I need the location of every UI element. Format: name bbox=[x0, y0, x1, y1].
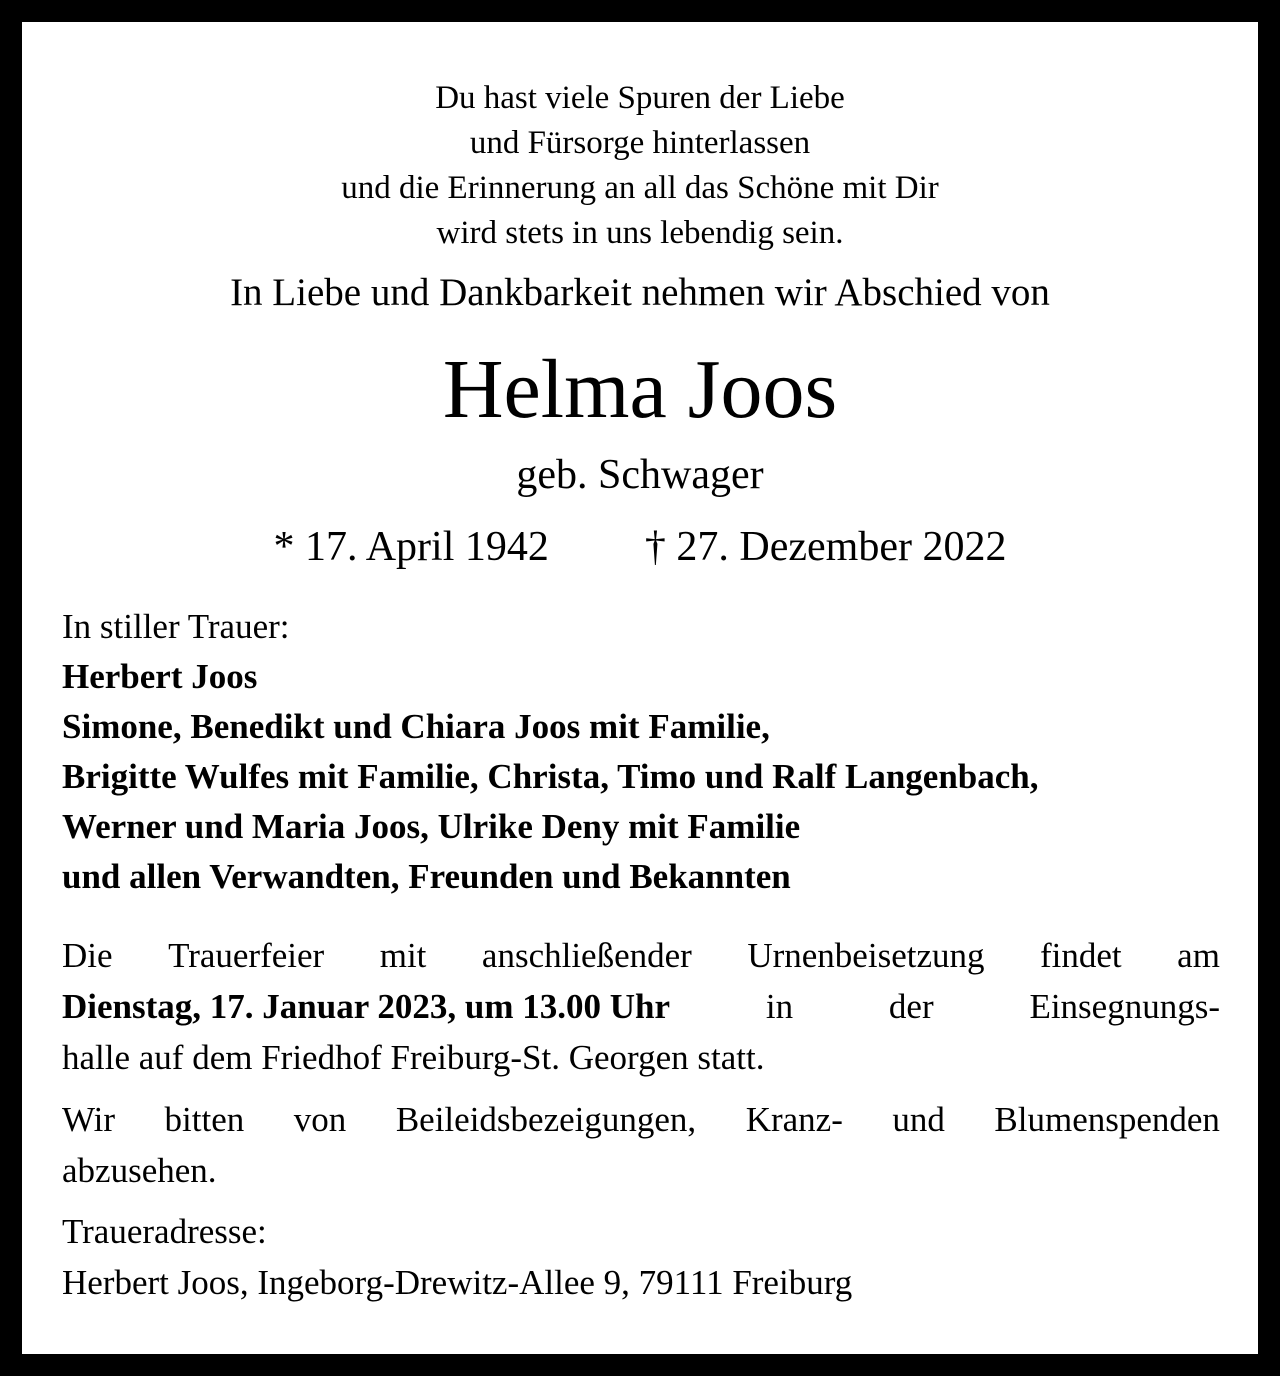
request-word: und bbox=[892, 1100, 945, 1139]
service-line-3: halle auf dem Friedhof Freiburg-St. Georgen statt. bbox=[62, 1038, 765, 1077]
obituary-notice bbox=[22, 22, 1258, 1354]
maiden-name: geb. Schwager bbox=[516, 452, 764, 498]
death-date: † 27. Dezember 2022 bbox=[644, 524, 1007, 570]
request-word: Wir bbox=[62, 1100, 116, 1139]
life-dates bbox=[22, 522, 1258, 572]
mourner-line: und allen Verwandten, Freunden und Bekannten bbox=[62, 857, 791, 896]
mourner-line: Werner und Maria Joos, Ulrike Deny mit Familie bbox=[62, 807, 801, 846]
service-word: der bbox=[888, 987, 934, 1026]
service-word: am bbox=[1177, 936, 1220, 975]
poem-line: und Fürsorge hinterlassen bbox=[469, 125, 811, 161]
request-word: Beileidsbezeigungen, bbox=[395, 1100, 697, 1139]
deceased-name: Helma Joos bbox=[442, 343, 838, 436]
service-word: anschließender bbox=[481, 936, 692, 975]
service-word: Urnenbeisetzung bbox=[747, 936, 985, 975]
request-word: Blumenspenden bbox=[994, 1100, 1220, 1139]
poem-line: wird stets in uns lebendig sein. bbox=[436, 215, 844, 251]
mourner-line: Simone, Benedikt und Chiara Joos mit Familie, bbox=[62, 707, 770, 746]
farewell-line: In Liebe und Dankbarkeit nehmen wir Abschied von bbox=[230, 271, 1050, 314]
request-line-1 bbox=[62, 1094, 1220, 1145]
condolence-request bbox=[62, 1094, 1220, 1196]
service-word: Die bbox=[62, 936, 113, 975]
service-date: Dienstag, 17. Januar 2023, um 13.00 Uhr bbox=[62, 987, 671, 1026]
address-heading: Traueradresse: bbox=[62, 1212, 267, 1251]
poem-line: Du hast viele Spuren der Liebe bbox=[435, 80, 845, 116]
address-text: Herbert Joos, Ingeborg-Drewitz-Allee 9, 79111 Freiburg bbox=[62, 1263, 853, 1302]
birth-date: * 17. April 1942 bbox=[273, 524, 549, 570]
poem-line: und die Erinnerung an all das Schöne mit Dir bbox=[341, 170, 939, 206]
request-word: bitten bbox=[164, 1100, 245, 1139]
mourner-line: Herbert Joos bbox=[62, 657, 258, 696]
request-word: von bbox=[293, 1100, 347, 1139]
mourner-line: Brigitte Wulfes mit Familie, Christa, Timo und Ralf Langenbach, bbox=[62, 757, 1039, 796]
service-word: in bbox=[765, 987, 794, 1026]
service-word: Trauerfeier bbox=[168, 936, 325, 975]
service-line-2 bbox=[62, 981, 1220, 1032]
funeral-service-info bbox=[62, 930, 1220, 1083]
service-word: Einsegnungs- bbox=[1029, 987, 1220, 1026]
service-word: mit bbox=[379, 936, 427, 975]
mourners-block bbox=[62, 602, 1222, 902]
mourners-heading: In stiller Trauer: bbox=[62, 607, 290, 646]
mourning-address bbox=[62, 1206, 1220, 1308]
service-word: findet bbox=[1040, 936, 1122, 975]
service-line-1 bbox=[62, 930, 1220, 981]
memorial-poem bbox=[22, 76, 1258, 256]
request-line-2: abzusehen. bbox=[62, 1151, 217, 1190]
request-word: Kranz- bbox=[745, 1100, 843, 1139]
